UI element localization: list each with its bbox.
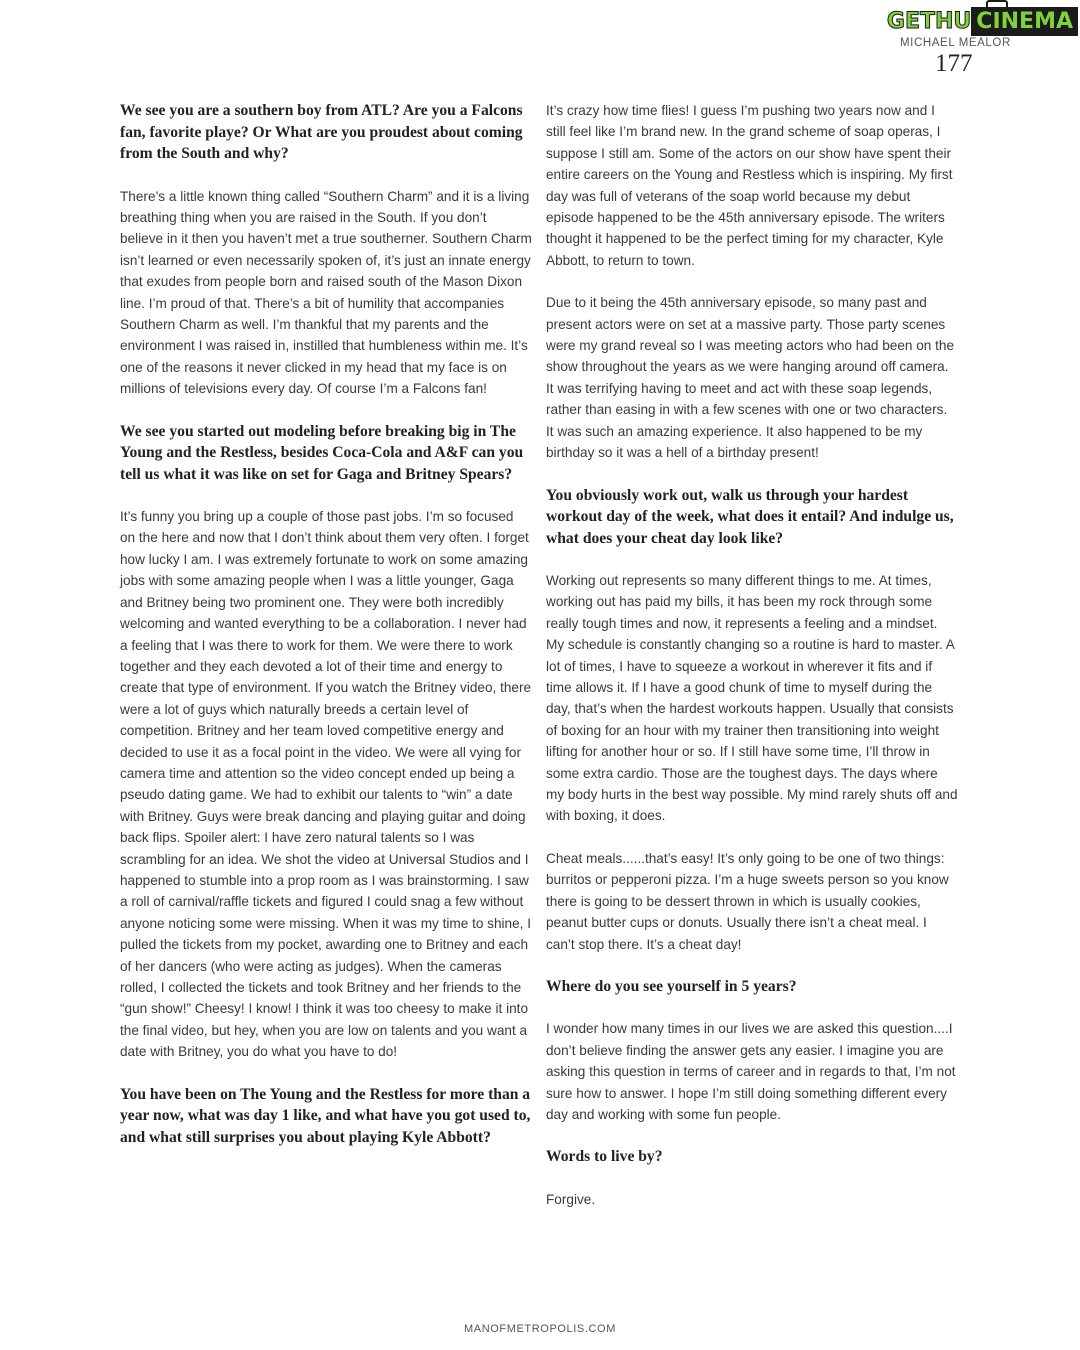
question-1: We see you are a southern boy from ATL? Are you a Falcons fan, favorite playe? Or What are you proudest about coming from the South and why? <box>120 102 523 162</box>
gethu-cinema-logo <box>886 6 1078 36</box>
answer-3a: It’s crazy how time flies! I guess I’m pushing two years now and I still feel like I’m brand new. In the grand scheme of soap operas, I suppose I still am. Some of the actors on our show have spent their entire careers on the Young and Restless which is inspiring. My first day was full of veterans of the soap world because my debut episode happened to be the 45th anniversary episode. The writers thought it happened to be the perfect timing for my character, Kyle Abbott, to return to town. <box>546 103 953 268</box>
question-3: You have been on The Young and the Restless for more than a year now, what was day 1 like, and what have you got used to, and what still surprises you about playing Kyle Abbott? <box>120 1085 531 1146</box>
answer-4b: Cheat meals......that’s easy! It’s only going to be one of two things: burritos or pepperoni pizza. I’m a huge sweets person so you know there is going to be dessert thrown in which is usually cookies, peanut butter cups or donuts. Usually there isn’t a cheat meal. I can’t stop there. It’s a cheat day! <box>546 850 949 952</box>
question-6: Words to live by? <box>546 1148 663 1166</box>
question-5: Where do you see yourself in 5 years? <box>546 977 797 995</box>
header-name: MICHAEL MEALOR <box>900 37 1011 49</box>
film-camera-icon <box>986 0 1008 12</box>
answer-2: It’s funny you bring up a couple of those past jobs. I’m so focused on the here and now that I don’t think about them very often. I forget how lucky I am. I was extremely fortunate to work on some amazing jobs with some amazing people when I was a little younger, Gaga and Britney being two prominent one. They were both incredibly welcoming and wanted everything to be a collaboration. I never had a feeling that I was there to work for them. We were there to work together and they each devoted a lot of their time and energy to create that type of environment. If you watch the Britney video, there were a lot of guys which naturally breeds a certain level of competition. Britney and her team loved competitive energy and decided to use it as a focal point in the video. We were all vying for camera time and attention so the video concept ended up being a pseudo dating game. We had to exhibit our talents to “win” a date with Britney. Guys were break dancing and playing guitar and doing back flips. Spoiler alert: I have zero natural talents so I was scrambling for an idea. We shot the video at Universal Studios and I happened to stumble into a prop room as I was brainstorming. I saw a roll of carnival/raffle tickets and figured I could snag a few without anyone noticing some were missing. When it was my time to shine, I pulled the tickets from my pocket, awarding one to Britney and each of her dancers (who were acting as judges). When the cameras rolled, I collected the tickets and took Britney and her friends to the “gun show!” Cheesy! I know! I think it was too cheesy to make it into the final video, but hey, when you are low on talents and you want a date with Britney, you do what you have to do! <box>120 509 532 1060</box>
answer-3b: Due to it being the 45th anniversary episode, so many past and present actors were on set at a massive party. Those party scenes were my grand reveal so I was meeting actors who had been on the show throughout the years as we were hanging around off camera. It was terrifying having to meet and act with these soap legends, rather than easing in with a few scenes with one or two characters. It was such an amazing experience. It also happened to be my birthday so it was a hell of a birthday present! <box>546 295 955 461</box>
logo-text-part2: CINEMA <box>971 7 1078 36</box>
question-4: You obviously work out, walk us through your hardest workout day of the week, what does it entail? And indulge us, what does your cheat day look like? <box>546 486 954 547</box>
answer-5: I wonder how many times in our lives we are asked this question....I don’t believe finding the answer gets any easier. I imagine you are asking this question in terms of career and in regards to that, I’m not sure how to answer. I hope I’m still doing something different every day and working with some fun people. <box>546 1021 956 1123</box>
left-column <box>120 100 532 1169</box>
answer-6: Forgive. <box>546 1191 596 1207</box>
question-2: We see you started out modeling before breaking big in The Young and the Restless, besides Coca-Cola and A&F can you tell us what it was like on set for Gaga and Britney Spears? <box>120 422 524 483</box>
footer-site: MANOFMETROPOLIS.COM <box>464 1323 616 1335</box>
page-number: 177 <box>935 50 973 77</box>
logo-text-part1: GETHU <box>886 8 972 34</box>
answer-4a: Working out represents so many different things to me. At times, working out has paid my bills, it has been my rock through some really tough times and now, it represents a feeling and a mindset. My schedule is constantly changing so a routine is hard to master. A lot of times, I have to squeeze a workout in wherever it fits and if time allows it. If I have a good chunk of time to myself during the day, that’s when the hardest workouts happen. Usually that consists of boxing for an hour with my trainer then transitioning into weight lifting for another hour or so. If I still have some time, I’ll throw in some extra cardio. Those are the toughest days. The days where my body hurts in the best way possible. My mind rarely shuts off and with boxing, it does. <box>546 573 958 824</box>
answer-1: There’s a little known thing called “Southern Charm” and it is a living breathing thing when you are raised in the South. If you don’t believe in it then you haven’t met a true southerner. Southern Charm isn’t learned or even necessarily spoken of, it’s just an innate energy that exudes from people born and raised south of the Mason Dixon line. I’m proud of that. There’s a bit of humility that accompanies Southern Charm as well. I’m thankful that my parents and the environment I was raised in, instilled that humbleness within me. It’s one of the reasons it never clicked in my head that my face is on millions of televisions every day. Of course I’m a Falcons fan! <box>120 188 532 397</box>
right-column <box>546 100 958 1231</box>
